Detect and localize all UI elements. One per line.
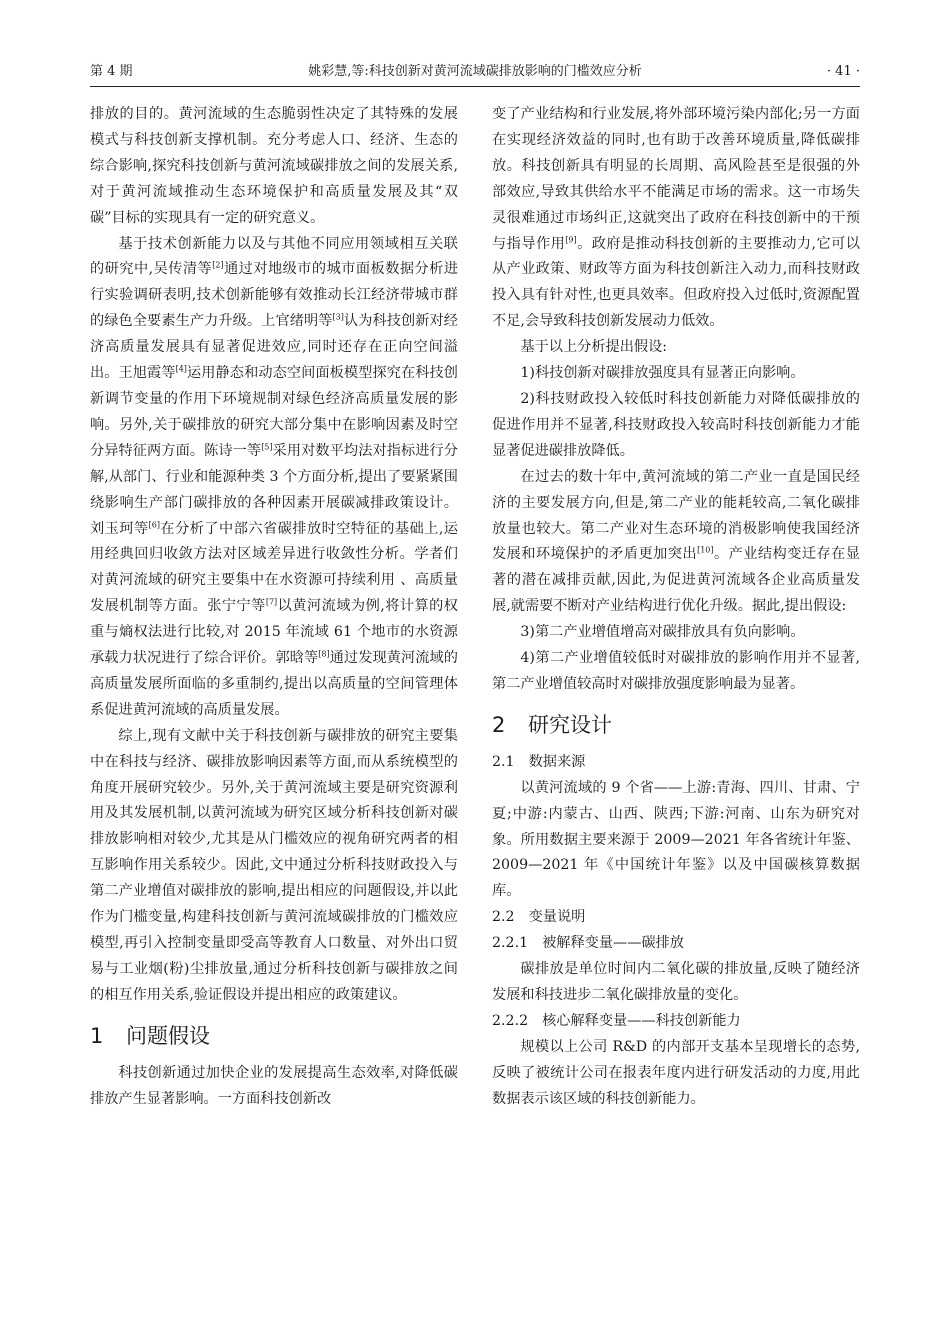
subsection-heading: 2.1 数据来源 [492, 753, 586, 770]
paragraph: 基于以上分析提出假设: [520, 339, 668, 356]
paragraph: 碳排放是单位时间内二氧化碳的排放量,反映了随经济发展和科技进步二氧化碳排放量的变化。 [492, 961, 860, 1003]
left-column [90, 102, 458, 1113]
hypothesis: 1)科技创新对碳排放强度具有显著正向影响。 [520, 365, 805, 382]
citation[interactable]: [9] [565, 234, 577, 244]
citation[interactable]: [6] [148, 519, 160, 529]
citation[interactable]: [4] [175, 364, 187, 374]
running-header [90, 58, 860, 87]
paragraph: 排放的目的。黄河流域的生态脆弱性决定了其特殊的发展模式与科技创新支撑机制。充分考虑人口、经济、生态的综合影响,探究科技创新与黄河流域碳排放之间的发展关系,对于黄河流域推动生态环境保护和高质量发展及其“双碳”目标的实现具有一定的研究意义。 [90, 106, 458, 226]
paragraph: 科技创新通过加快企业的发展提高生态效率,对降低碳排放产生显著影响。一方面科技创新改 [90, 1064, 458, 1107]
paragraph: 变了产业结构和行业发展,将外部环境污染内部化;另一方面在实现经济效益的同时,也有助于改善环境质量,降低碳排放。科技创新具有明显的长周期、高风险甚至是很强的外部效应,导致其供给水平不能满足市场的需求。这一市场失灵很难通过市场纠正,这就突出了政府在科技创新中的干预与指导作用[9]。政府是推动科技创新的主要推动力,它可以从产业政策、财政等方面为科技创新注入动力,而科技财政投入具有针对性,也更具效率。但政府投入过低时,资源配置不足,会导致科技创新发展动力低效。 [492, 106, 860, 330]
citation[interactable]: [3] [332, 312, 344, 322]
page-number: · 41 · [826, 64, 860, 79]
citation[interactable]: [10] [697, 545, 714, 555]
subsection-heading: 2.2.2 核心解释变量——科技创新能力 [492, 1012, 741, 1029]
subsection-heading: 2.2.1 被解释变量——碳排放 [492, 935, 684, 952]
paragraph: 综上,现有文献中关于科技创新与碳排放的研究主要集中在科技与经济、碳排放影响因素等方面,而从系统模型的角度开展研究较少。另外,关于黄河流域主要是研究资源利用及其发展机制,以黄河流域为研究区域分析科技创新对碳排放影响相对较少,尤其是从门槛效应的视角研究两者的相互影响作用关系较少。因此,文中通过分析科技财政投入与第二产业增值对碳排放的影响,提出相应的问题假设,并以此作为门槛变量,构建科技创新与黄河流域碳排放的门槛效应模型,再引入控制变量即受高等教育人口数量、对外出口贸易与工业烟(粉)尘排放量,通过分析科技创新与碳排放之间的相互作用关系,验证假设并提出相应的政策建议。 [90, 727, 458, 1003]
running-title: 姚彩慧,等:科技创新对黄河流域碳排放影响的门槛效应分析 [308, 64, 642, 79]
section-heading: 1 问题假设 [90, 1023, 210, 1048]
issue-number: 第 4 期 [90, 64, 133, 79]
paragraph: 基于技术创新能力以及与其他不同应用领域相互关联的研究中,吴传清等[2]通过对地级市的城市面板数据分析进行实验调研表明,技术创新能够有效推动长江经济带城市群的绿色全要素生产力升级。上官绪明等[3]认为科技创新对经济高质量发展具有显著促进效应,同时还存在正向空间溢出。王旭霞等[4]运用静态和动态空间面板模型探究在科技创新调节变量的作用下环境规制对绿色经济高质量发展的影响。另外,关于碳排放的研究大部分集中在影响因素及时空分异特征两方面。陈诗一等[5]采用对数平均法对指标进行分解,从部门、行业和能源种类 3 个方面分析,提出了要紧紧围绕影响生产部门碳排放的各种因素开展碳减排政策设计。刘玉珂等[6]在分析了中部六省碳排放时空特征的基础上,运用经典回归收敛方法对区域差异进行收敛性分析。学者们对黄河流域的研究主要集中在水资源可持续利用 、高质量发展机制等方面。张宁宁等[7]以黄河流域为例,将计算的权重与熵权法进行比较,对 2015 年流域 61 个地市的水资源承载力状况进行了综合评价。郭晗等[8]通过发现黄河流域的高质量发展所面临的多重制约,提出以高质量的空间管理体系促进黄河流域的高质量发展。 [90, 235, 458, 718]
hypothesis: 2)科技财政投入较低时科技创新能力对降低碳排放的促进作用并不显著,科技财政投入较高时科技创新能力才能显著促进碳排放降低。 [492, 390, 860, 459]
paragraph: 以黄河流域的 9 个省——上游:青海、四川、甘肃、宁夏;中游:内蒙古、山西、陕西;下游:河南、山东为研究对象。所用数据主要来源于 2009—2021 年各省统计年鉴、2009—2021 年《中国统计年鉴》以及中国碳核算数据库。 [492, 779, 860, 900]
paragraph: 规模以上公司 R&D 的内部开支基本呈现增长的态势,反映了被统计公司在报表年度内进行研发活动的力度,用此数据表示该区域的科技创新能力。 [492, 1038, 860, 1107]
hypothesis: 3)第二产业增值增高对碳排放具有负向影响。 [520, 624, 805, 641]
citation[interactable]: [7] [265, 597, 278, 607]
citation[interactable]: [8] [318, 649, 330, 659]
right-column [492, 102, 860, 1113]
citation[interactable]: [5] [261, 442, 273, 452]
paragraph: 在过去的数十年中,黄河流域的第二产业一直是国民经济的主要发展方向,但是,第二产业的能耗较高,二氧化碳排放量也较大。第二产业对生态环境的消极影响使我国经济发展和环境保护的矛盾更加突出[10]。产业结构变迁存在显著的潜在减排贡献,因此,为促进黄河流域各企业高质量发展,就需要不断对产业结构进行优化升级。据此,提出假设: [492, 468, 860, 615]
section-heading: 2 研究设计 [492, 712, 612, 737]
citation[interactable]: [2] [212, 260, 224, 270]
hypothesis: 4)第二产业增值较低时对碳排放的影响作用并不显著,第二产业增值较高时对碳排放强度影响最为显著。 [492, 650, 860, 692]
subsection-heading: 2.2 变量说明 [492, 909, 586, 926]
